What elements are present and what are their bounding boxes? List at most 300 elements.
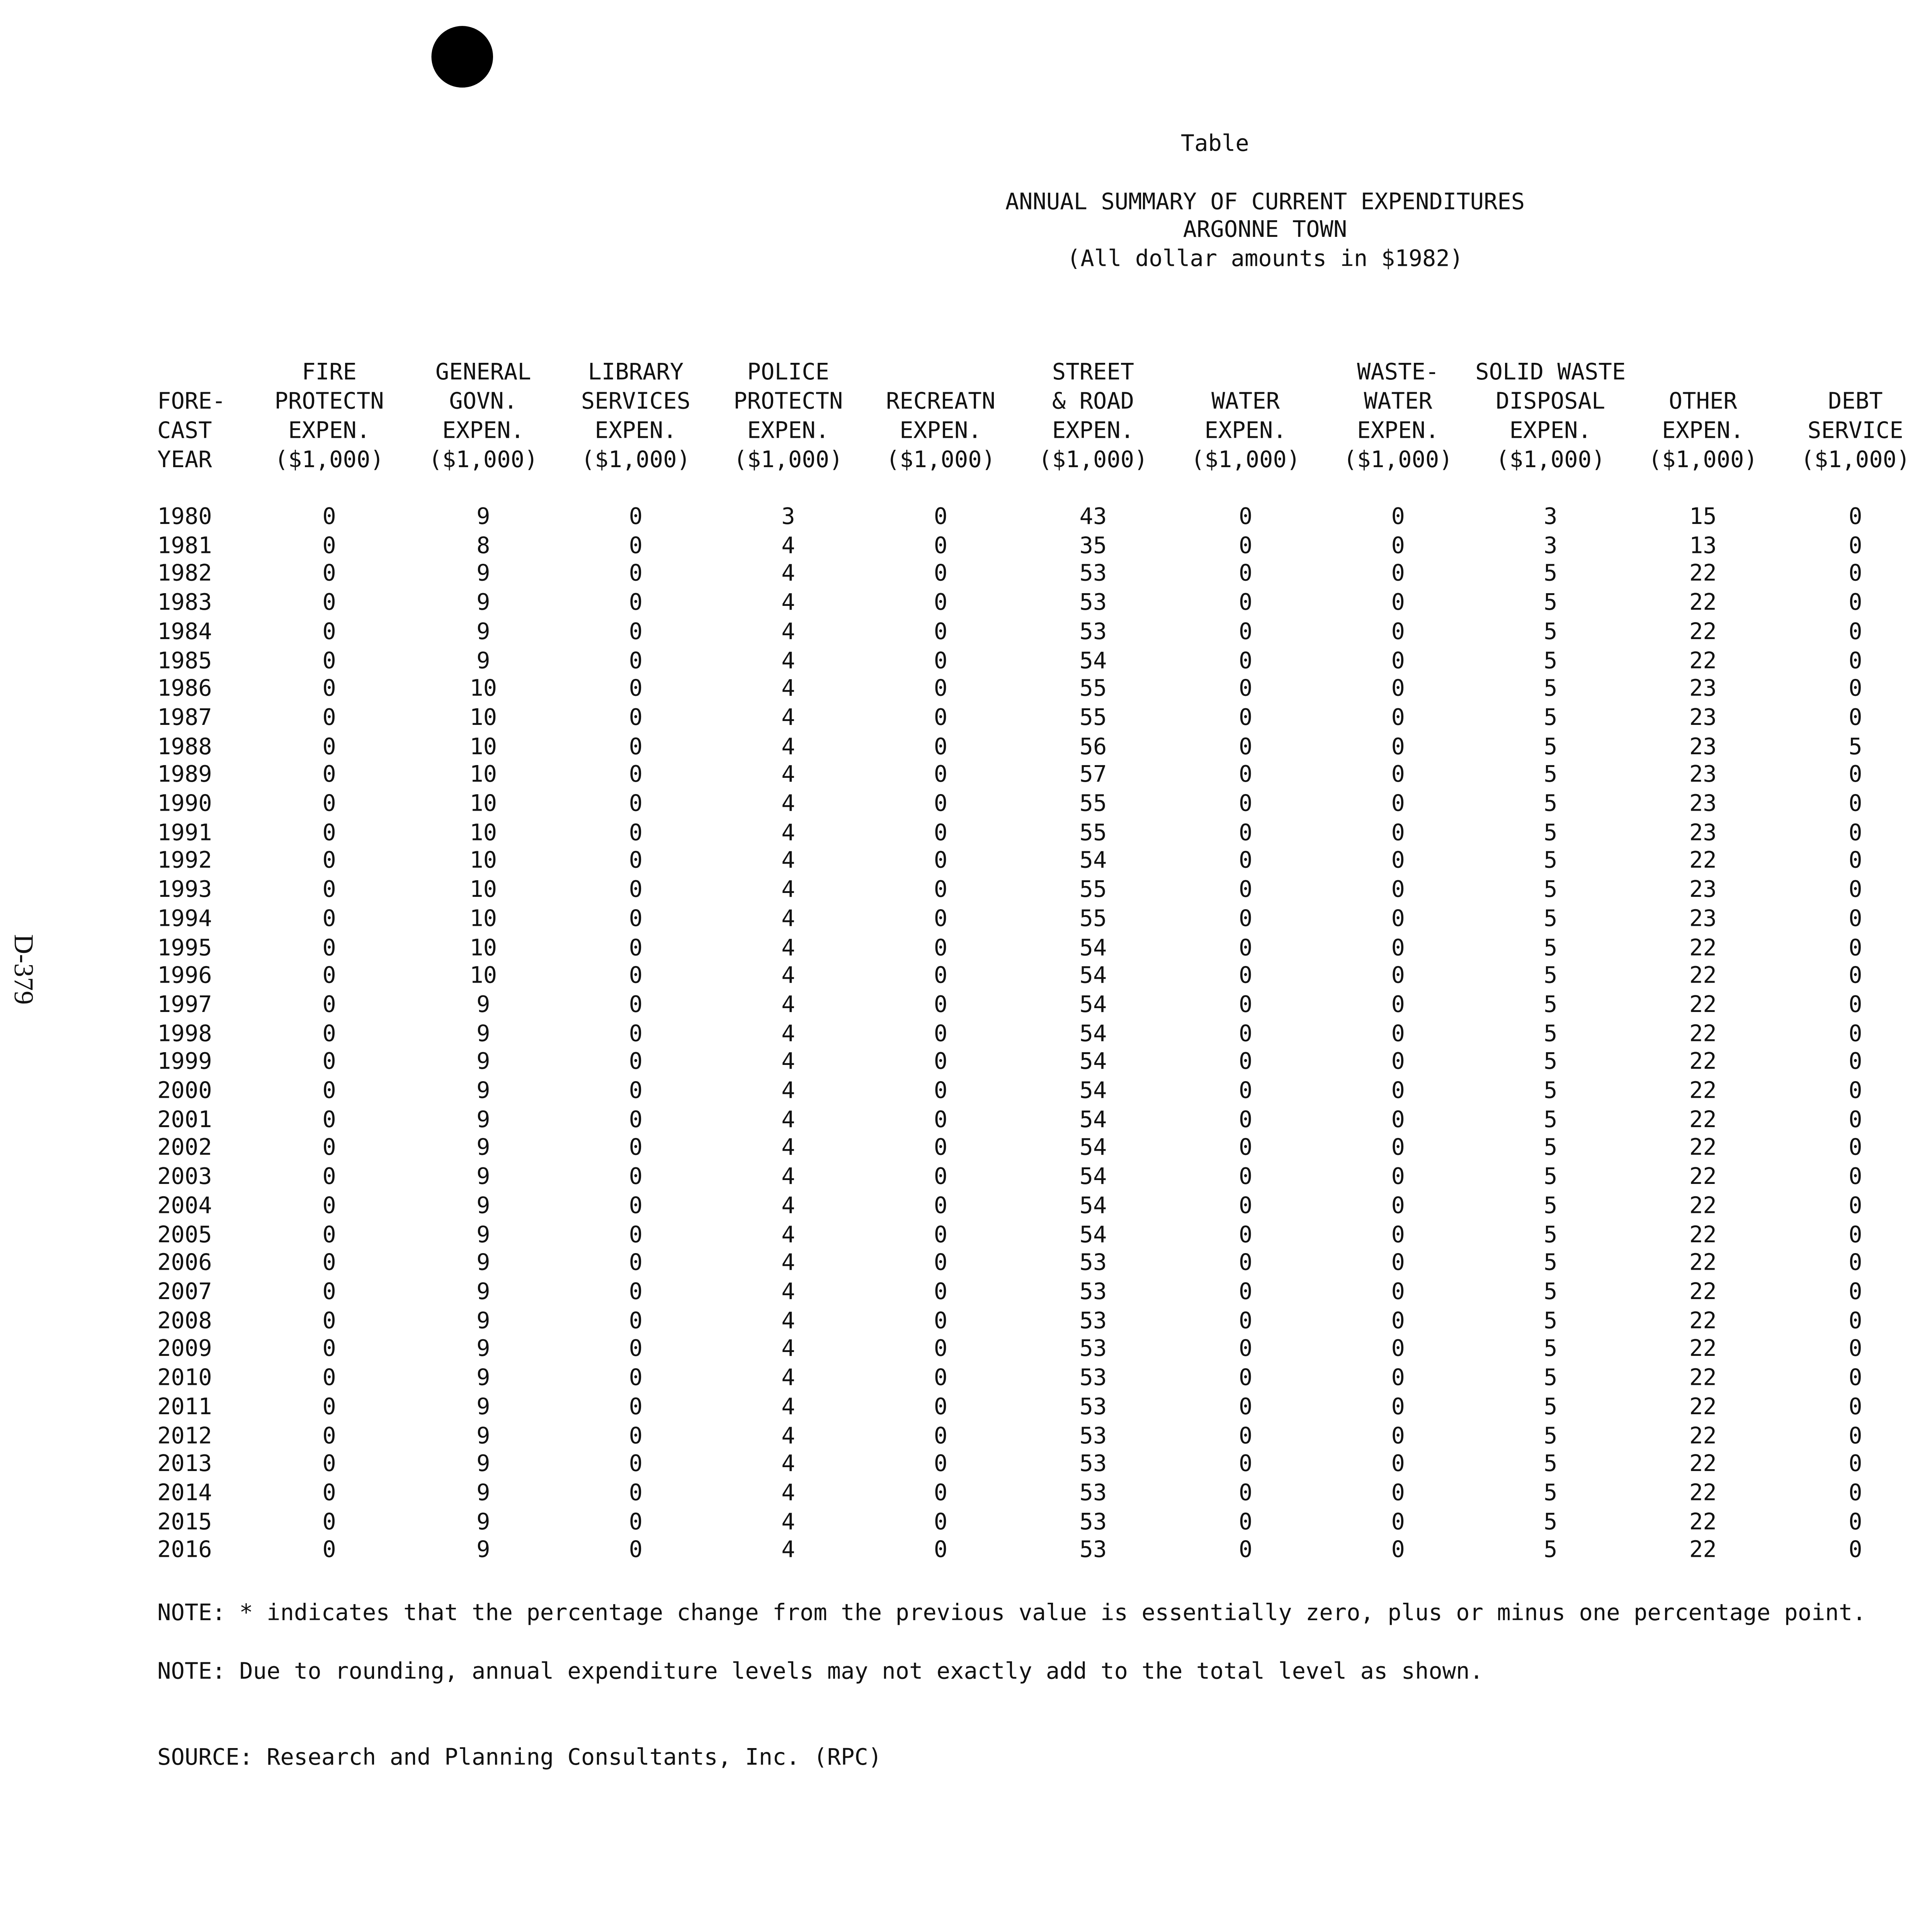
- value-cell: 0: [629, 1308, 643, 1335]
- value-cell: 0: [934, 1136, 948, 1162]
- value-cell: 53: [1079, 1251, 1107, 1277]
- year-cell: 2004: [157, 1193, 212, 1219]
- year-cell: 1984: [157, 619, 212, 645]
- value-cell: 0: [1849, 1107, 1862, 1133]
- table-label: Table: [1180, 131, 1249, 158]
- value-cell: 0: [934, 878, 948, 904]
- column-header-cell: WATER: [1364, 389, 1432, 415]
- value-cell: 4: [781, 849, 795, 875]
- value-cell: 0: [1849, 849, 1862, 875]
- value-cell: 23: [1689, 791, 1717, 818]
- value-cell: 0: [1391, 763, 1405, 789]
- value-cell: 0: [934, 820, 948, 846]
- value-cell: 0: [322, 533, 336, 559]
- value-cell: 13: [1689, 533, 1717, 559]
- year-cell: 1989: [157, 763, 212, 789]
- value-cell: 0: [1849, 677, 1862, 703]
- year-cell: 1998: [157, 1021, 212, 1048]
- value-cell: 0: [1849, 504, 1862, 531]
- value-cell: 0: [1238, 1538, 1253, 1564]
- value-cell: 0: [1849, 1337, 1862, 1363]
- value-cell: 0: [629, 906, 643, 932]
- year-cell: 1988: [157, 734, 212, 760]
- value-cell: 4: [781, 763, 795, 789]
- column-header-cell: ($1,000): [1496, 447, 1605, 474]
- value-cell: 0: [934, 504, 948, 531]
- column-header-cell: OTHER: [1668, 389, 1737, 415]
- value-cell: 23: [1689, 677, 1717, 703]
- value-cell: 0: [1849, 820, 1862, 846]
- value-cell: 55: [1079, 705, 1107, 731]
- value-cell: 4: [781, 677, 795, 703]
- value-cell: 5: [1544, 1050, 1558, 1076]
- value-cell: 0: [322, 992, 336, 1019]
- value-cell: 5: [1544, 1538, 1558, 1564]
- value-cell: 0: [629, 1136, 643, 1162]
- value-cell: 0: [1849, 562, 1862, 588]
- value-cell: 0: [1849, 1423, 1862, 1449]
- value-cell: 3: [781, 504, 795, 531]
- value-cell: 5: [1544, 648, 1558, 674]
- value-cell: 0: [1238, 964, 1253, 990]
- value-cell: 0: [1238, 1366, 1253, 1392]
- table-row: [157, 820, 1932, 849]
- value-cell: 54: [1079, 849, 1107, 875]
- year-cell: 2014: [157, 1480, 212, 1507]
- table-row: [157, 1308, 1932, 1337]
- value-cell: 0: [934, 1480, 948, 1507]
- column-header-cell: POLICE: [747, 360, 830, 386]
- value-cell: 22: [1689, 1165, 1717, 1191]
- value-cell: 5: [1849, 734, 1862, 760]
- value-cell: 0: [1238, 619, 1253, 645]
- value-cell: 0: [1391, 1423, 1405, 1449]
- value-cell: 5: [1544, 1107, 1558, 1133]
- value-cell: 15: [1689, 504, 1717, 531]
- value-cell: 4: [781, 1136, 795, 1162]
- year-cell: 1987: [157, 705, 212, 731]
- table-row: [157, 734, 1932, 763]
- value-cell: 10: [469, 820, 497, 846]
- value-cell: 9: [476, 1394, 490, 1421]
- header-row: [157, 388, 1932, 417]
- value-cell: 9: [476, 1107, 490, 1133]
- table-row: [157, 1107, 1932, 1136]
- value-cell: 0: [322, 562, 336, 588]
- value-cell: 0: [1238, 1193, 1253, 1219]
- value-cell: 4: [781, 878, 795, 904]
- value-cell: 22: [1689, 992, 1717, 1019]
- year-cell: 1986: [157, 677, 212, 703]
- table-row: [157, 1509, 1932, 1538]
- table-row: [157, 1280, 1932, 1308]
- value-cell: 4: [781, 1423, 795, 1449]
- table-row: [157, 906, 1932, 935]
- value-cell: 53: [1079, 562, 1107, 588]
- value-cell: 0: [1238, 648, 1253, 674]
- value-cell: 9: [476, 1021, 490, 1048]
- column-header-cell: ($1,000): [274, 447, 384, 474]
- value-cell: 0: [1391, 619, 1405, 645]
- value-cell: 9: [476, 1222, 490, 1248]
- column-header-cell: ($1,000): [1801, 447, 1910, 474]
- value-cell: 4: [781, 1366, 795, 1392]
- year-cell: 2013: [157, 1452, 212, 1478]
- value-cell: 0: [322, 677, 336, 703]
- value-cell: 10: [469, 734, 497, 760]
- value-cell: 0: [322, 820, 336, 846]
- value-cell: 4: [781, 1193, 795, 1219]
- value-cell: 0: [1849, 1538, 1862, 1564]
- value-cell: 5: [1544, 935, 1558, 961]
- value-cell: 54: [1079, 1136, 1107, 1162]
- value-cell: 5: [1544, 677, 1558, 703]
- value-cell: 54: [1079, 1107, 1107, 1133]
- column-header-cell: EXPEN.: [1509, 418, 1592, 445]
- value-cell: 0: [1849, 1078, 1862, 1105]
- value-cell: 0: [629, 849, 643, 875]
- value-cell: 0: [629, 935, 643, 961]
- value-cell: 0: [1391, 562, 1405, 588]
- table-row: [157, 1251, 1932, 1279]
- value-cell: 0: [1849, 648, 1862, 674]
- value-cell: 0: [1391, 1538, 1405, 1564]
- year-cell: 1997: [157, 992, 212, 1019]
- value-cell: 0: [934, 533, 948, 559]
- year-cell: 1991: [157, 820, 212, 846]
- value-cell: 9: [476, 1308, 490, 1335]
- value-cell: 0: [1849, 1050, 1862, 1076]
- value-cell: 9: [476, 1251, 490, 1277]
- value-cell: 55: [1079, 820, 1107, 846]
- value-cell: 22: [1689, 1222, 1717, 1248]
- value-cell: 0: [322, 1308, 336, 1335]
- value-cell: 0: [1391, 1193, 1405, 1219]
- value-cell: 5: [1544, 849, 1558, 875]
- value-cell: 22: [1689, 1193, 1717, 1219]
- value-cell: 10: [469, 849, 497, 875]
- value-cell: 9: [476, 1136, 490, 1162]
- value-cell: 53: [1079, 1337, 1107, 1363]
- value-cell: 0: [1391, 1394, 1405, 1421]
- value-cell: 0: [1849, 1509, 1862, 1536]
- column-header-cell: EXPEN.: [1052, 418, 1134, 445]
- value-cell: 0: [1238, 1394, 1253, 1421]
- value-cell: 0: [1849, 1021, 1862, 1048]
- value-cell: 22: [1689, 1452, 1717, 1478]
- value-cell: 5: [1544, 820, 1558, 846]
- value-cell: 0: [1391, 1136, 1405, 1162]
- value-cell: 0: [1849, 1222, 1862, 1248]
- value-cell: 10: [469, 791, 497, 818]
- value-cell: 0: [934, 992, 948, 1019]
- value-cell: 5: [1544, 763, 1558, 789]
- column-header-cell: EXPEN.: [442, 418, 524, 445]
- value-cell: 0: [629, 504, 643, 531]
- value-cell: 4: [781, 562, 795, 588]
- value-cell: 0: [322, 1251, 336, 1277]
- value-cell: 0: [629, 1222, 643, 1248]
- year-cell: 1995: [157, 935, 212, 961]
- value-cell: 0: [934, 1279, 948, 1306]
- value-cell: 0: [1391, 705, 1405, 731]
- value-cell: 5: [1544, 1021, 1558, 1048]
- value-cell: 4: [781, 619, 795, 645]
- year-cell: 1993: [157, 878, 212, 904]
- value-cell: 0: [322, 1050, 336, 1076]
- value-cell: 0: [322, 1193, 336, 1219]
- value-cell: 22: [1689, 1423, 1717, 1449]
- value-cell: 0: [629, 992, 643, 1019]
- value-cell: 4: [781, 1308, 795, 1335]
- document-subtitle: ARGONNE TOWN: [1183, 217, 1347, 243]
- value-cell: 0: [1849, 1165, 1862, 1191]
- value-cell: 0: [934, 648, 948, 674]
- year-cell: 1996: [157, 964, 212, 990]
- table-row: [157, 590, 1932, 619]
- value-cell: 53: [1079, 590, 1107, 617]
- value-cell: 4: [781, 1452, 795, 1478]
- value-cell: 0: [934, 1165, 948, 1191]
- value-cell: 5: [1544, 619, 1558, 645]
- year-cell: 2001: [157, 1107, 212, 1133]
- value-cell: 0: [1391, 878, 1405, 904]
- value-cell: 3: [1544, 533, 1558, 559]
- value-cell: 0: [322, 1452, 336, 1478]
- value-cell: 4: [781, 935, 795, 961]
- value-cell: 0: [934, 1452, 948, 1478]
- value-cell: 0: [1238, 1452, 1253, 1478]
- value-cell: 54: [1079, 964, 1107, 990]
- value-cell: 0: [934, 562, 948, 588]
- value-cell: 9: [476, 1337, 490, 1363]
- value-cell: 53: [1079, 1423, 1107, 1449]
- value-cell: 5: [1544, 1222, 1558, 1248]
- value-cell: 9: [476, 590, 490, 617]
- column-header-cell: EXPEN.: [1662, 418, 1744, 445]
- table-row: [157, 1079, 1932, 1107]
- table-row: [157, 1021, 1932, 1050]
- value-cell: 0: [322, 1107, 336, 1133]
- value-cell: 0: [629, 619, 643, 645]
- table-row: [157, 1481, 1932, 1509]
- value-cell: 0: [934, 1308, 948, 1335]
- value-cell: 0: [1391, 935, 1405, 961]
- value-cell: 0: [1849, 935, 1862, 961]
- year-cell: 2010: [157, 1366, 212, 1392]
- value-cell: 0: [1391, 1509, 1405, 1536]
- table-row: [157, 1050, 1932, 1078]
- value-cell: 0: [322, 734, 336, 760]
- value-cell: 0: [629, 1366, 643, 1392]
- value-cell: 0: [629, 1050, 643, 1076]
- value-cell: 5: [1544, 878, 1558, 904]
- year-cell: 2015: [157, 1509, 212, 1536]
- table-row: [157, 1194, 1932, 1222]
- value-cell: 0: [1238, 820, 1253, 846]
- value-cell: 0: [934, 1078, 948, 1105]
- value-cell: 22: [1689, 1509, 1717, 1536]
- value-cell: 0: [322, 849, 336, 875]
- value-cell: 0: [1238, 590, 1253, 617]
- value-cell: 0: [1849, 1480, 1862, 1507]
- value-cell: 0: [1849, 763, 1862, 789]
- value-cell: 0: [629, 1423, 643, 1449]
- value-cell: 4: [781, 992, 795, 1019]
- value-cell: 4: [781, 1394, 795, 1421]
- expenditure-table: [157, 359, 1932, 1567]
- value-cell: 0: [1238, 1078, 1253, 1105]
- column-header-cell: DISPOSAL: [1496, 389, 1605, 415]
- value-cell: 0: [1391, 1452, 1405, 1478]
- year-cell: 2007: [157, 1279, 212, 1306]
- value-cell: 22: [1689, 1480, 1717, 1507]
- value-cell: 0: [322, 1337, 336, 1363]
- units-note: (All dollar amounts in $1982): [1066, 247, 1463, 273]
- value-cell: 4: [781, 791, 795, 818]
- value-cell: 0: [1238, 906, 1253, 932]
- value-cell: 0: [322, 705, 336, 731]
- value-cell: 22: [1689, 1366, 1717, 1392]
- value-cell: 0: [1238, 992, 1253, 1019]
- value-cell: 0: [322, 1538, 336, 1564]
- table-row: [157, 1395, 1932, 1423]
- value-cell: 0: [322, 1165, 336, 1191]
- value-cell: 9: [476, 648, 490, 674]
- value-cell: 0: [1849, 1308, 1862, 1335]
- value-cell: 4: [781, 820, 795, 846]
- column-header-cell: WASTE-: [1357, 360, 1439, 386]
- year-cell: 2003: [157, 1165, 212, 1191]
- value-cell: 0: [1238, 1050, 1253, 1076]
- value-cell: 0: [1849, 1366, 1862, 1392]
- value-cell: 0: [629, 1165, 643, 1191]
- value-cell: 4: [781, 1509, 795, 1536]
- value-cell: 22: [1689, 935, 1717, 961]
- value-cell: 23: [1689, 906, 1717, 932]
- value-cell: 5: [1544, 1165, 1558, 1191]
- value-cell: 0: [934, 935, 948, 961]
- value-cell: 0: [1238, 1509, 1253, 1536]
- value-cell: 22: [1689, 964, 1717, 990]
- value-cell: 0: [1849, 619, 1862, 645]
- value-cell: 0: [322, 619, 336, 645]
- value-cell: 0: [322, 1279, 336, 1306]
- value-cell: 0: [934, 1021, 948, 1048]
- value-cell: 0: [934, 1193, 948, 1219]
- value-cell: 53: [1079, 1279, 1107, 1306]
- value-cell: 0: [1849, 590, 1862, 617]
- value-cell: 5: [1544, 1308, 1558, 1335]
- value-cell: 4: [781, 533, 795, 559]
- year-cell: 1999: [157, 1050, 212, 1076]
- column-header-cell: EXPEN.: [1357, 418, 1439, 445]
- year-cell: 2002: [157, 1136, 212, 1162]
- value-cell: 43: [1079, 504, 1107, 531]
- value-cell: 0: [1238, 734, 1253, 760]
- value-cell: 54: [1079, 1021, 1107, 1048]
- value-cell: 0: [1849, 1193, 1862, 1219]
- value-cell: 0: [934, 705, 948, 731]
- value-cell: 0: [1391, 1165, 1405, 1191]
- value-cell: 0: [1849, 533, 1862, 559]
- value-cell: 53: [1079, 1538, 1107, 1564]
- value-cell: 22: [1689, 1136, 1717, 1162]
- table-row: [157, 849, 1932, 878]
- value-cell: 0: [629, 1193, 643, 1219]
- value-cell: 4: [781, 1165, 795, 1191]
- value-cell: 54: [1079, 1078, 1107, 1105]
- column-header-cell: RECREATN: [886, 389, 996, 415]
- value-cell: 0: [322, 1078, 336, 1105]
- value-cell: 0: [322, 504, 336, 531]
- year-cell: 1981: [157, 533, 212, 559]
- value-cell: 56: [1079, 734, 1107, 760]
- value-cell: 5: [1544, 590, 1558, 617]
- value-cell: 0: [1391, 1480, 1405, 1507]
- value-cell: 0: [629, 878, 643, 904]
- year-cell: 2005: [157, 1222, 212, 1248]
- value-cell: 4: [781, 1050, 795, 1076]
- value-cell: 0: [1391, 992, 1405, 1019]
- value-cell: 5: [1544, 791, 1558, 818]
- value-cell: 9: [476, 562, 490, 588]
- value-cell: 0: [629, 1452, 643, 1478]
- value-cell: 0: [629, 705, 643, 731]
- value-cell: 0: [1238, 1423, 1253, 1449]
- value-cell: 4: [781, 1251, 795, 1277]
- column-header-cell: ($1,000): [886, 447, 996, 474]
- value-cell: 5: [1544, 1136, 1558, 1162]
- column-header-cell: [864, 359, 1017, 388]
- column-header-cell: ($1,000): [429, 447, 538, 474]
- table-row: [157, 1136, 1932, 1165]
- value-cell: 22: [1689, 619, 1717, 645]
- value-cell: 0: [1391, 677, 1405, 703]
- year-cell: 1985: [157, 648, 212, 674]
- value-cell: 0: [322, 763, 336, 789]
- value-cell: 4: [781, 1107, 795, 1133]
- column-header-cell: [157, 359, 251, 388]
- value-cell: 5: [1544, 1509, 1558, 1536]
- value-cell: 0: [1849, 1251, 1862, 1277]
- header-row: [157, 446, 1932, 475]
- value-cell: 10: [469, 935, 497, 961]
- value-cell: 23: [1689, 734, 1717, 760]
- value-cell: 9: [476, 1078, 490, 1105]
- value-cell: 5: [1544, 1423, 1558, 1449]
- value-cell: 10: [469, 677, 497, 703]
- value-cell: 0: [322, 1509, 336, 1536]
- value-cell: 0: [1391, 1222, 1405, 1248]
- value-cell: 0: [934, 1394, 948, 1421]
- value-cell: 0: [1391, 533, 1405, 559]
- value-cell: 5: [1544, 964, 1558, 990]
- value-cell: 53: [1079, 1480, 1107, 1507]
- value-cell: 5: [1544, 1078, 1558, 1105]
- value-cell: 54: [1079, 648, 1107, 674]
- value-cell: 0: [1391, 1021, 1405, 1048]
- column-header-cell: SOLID WASTE: [1475, 360, 1626, 386]
- value-cell: 0: [629, 791, 643, 818]
- header-row: [157, 359, 1932, 388]
- value-cell: 0: [322, 1394, 336, 1421]
- value-cell: 0: [1849, 964, 1862, 990]
- value-cell: 22: [1689, 1050, 1717, 1076]
- table-row: [157, 1337, 1932, 1366]
- year-cell: 1994: [157, 906, 212, 932]
- value-cell: 4: [781, 1222, 795, 1248]
